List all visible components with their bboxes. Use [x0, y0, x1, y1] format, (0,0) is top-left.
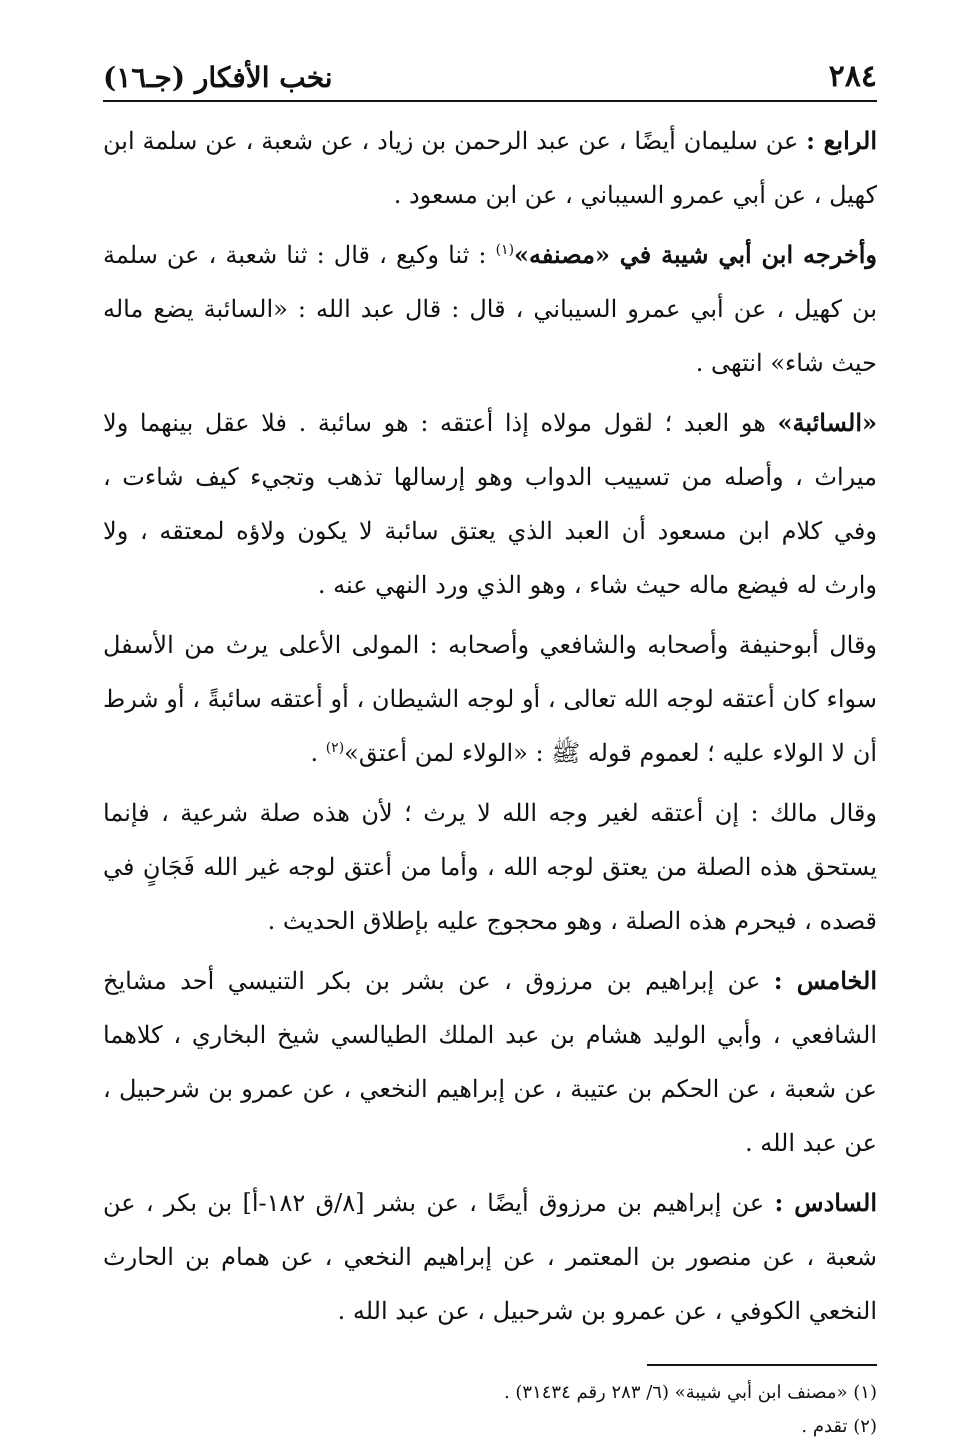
- paragraph-text: وقال أبوحنيفة وأصحابه والشافعي وأصحابه : المولى الأعلى يرث من الأسفل سواء كان أعتقه لوجه الله تعالى ، أو لوجه الشيطان ، أو أعتقه سائبةً ، أو شرط أن لا الولاء عليه ؛ لعموم قوله ﷺ : «الولاء لمن أعتق»: [103, 631, 877, 767]
- footnote-ref: (١): [495, 242, 515, 258]
- footnote-2: (٢) تقدم .: [801, 1416, 877, 1437]
- paragraph-rabi: [103, 114, 877, 222]
- paragraph-tail: .: [310, 739, 326, 767]
- paragraph-khamis: [103, 954, 877, 1170]
- paragraph-lead: وأخرجه ابن أبي شيبة في «مصنفه»: [514, 240, 877, 269]
- paragraph-abu-hanifa: [103, 618, 877, 780]
- paragraph-text: عن إبراهيم بن مرزوق ، عن بشر بن بكر التنيسي أحد مشايخ الشافعي ، وأبي الوليد هشام بن عبد الملك الطيالسي شيخ البخاري ، كلاهما عن شعبة ، عن الحكم بن عتيبة ، عن إبراهيم النخعي ، عن عمرو بن شرحبيل ، عن عبد الله .: [103, 967, 877, 1157]
- paragraph-lead: الخامس :: [773, 966, 877, 995]
- paragraph-text: : ثنا وكيع ، قال : ثنا شعبة ، عن سلمة بن كهيل ، عن أبي عمرو السيباني ، قال : قال عبد الله : «السائبة يضع ماله حيث شاء» انتهى .: [103, 241, 877, 377]
- footnote-rule: [647, 1364, 877, 1366]
- page-body: [103, 114, 877, 1338]
- paragraph-text: هو العبد ؛ لقول مولاه إذا أعتقه : هو سائبة . فلا عقل بينهما ولا ميراث ، وأصله من تسييب الدواب وهو إرسالها تذهب وتجيء كيف شاءت ، وفي كلام ابن مسعود أن العبد الذي يعتق سائبة لا يكون ولاؤه لمعتقه ، ولا وارث له فيضع ماله حيث شاء ، وهو الذي ورد النهي عنه .: [103, 409, 877, 599]
- paragraph-text: عن إبراهيم بن مرزوق أيضًا ، عن بشر [٨/ق ١٨٢-أ] بن بكر ، عن شعبة ، عن منصور بن المعتمر ، عن إبراهيم النخعي ، عن همام بن الحارث النخعي الكوفي ، عن عمرو بن شرحبيل ، عن عبد الله .: [103, 1189, 877, 1325]
- paragraph-ibn-abi-shayba: [103, 228, 877, 390]
- running-header: [103, 48, 877, 94]
- paragraph-lead: الرابع :: [806, 126, 877, 155]
- header-rule: [103, 100, 877, 102]
- paragraph-lead: السادس :: [774, 1188, 877, 1217]
- paragraph-sadis: [103, 1176, 877, 1338]
- paragraph-text: وقال مالك : إن أعتقه لغير وجه الله لا يرث ؛ لأن هذه صلة شرعية ، فإنما يستحق هذه الصلة من يعتق لوجه الله ، وأما من أعتق لوجه غير الله فَجَانٍ في قصده ، فيحرم هذه الصلة ، وهو محجوج عليه بإطلاق الحديث .: [103, 799, 877, 935]
- paragraph-malik: [103, 786, 877, 948]
- page-number: ٢٨٤: [828, 59, 877, 94]
- footnote-ref: (٢): [325, 740, 345, 756]
- paragraph-text: عن سليمان أيضًا ، عن عبد الرحمن بن زياد ، عن شعبة ، عن سلمة ابن كهيل ، عن أبي عمرو السيباني ، عن ابن مسعود .: [103, 127, 877, 209]
- paragraph-saiba: [103, 396, 877, 612]
- footnote-1: (١) «مصنف ابن أبي شيبة» (٦/ ٢٨٣ رقم ٣١٤٣٤) .: [503, 1382, 877, 1403]
- book-title: نخب الأفكار (جـ١٦): [103, 61, 333, 94]
- paragraph-lead: «السائبة»: [777, 408, 877, 437]
